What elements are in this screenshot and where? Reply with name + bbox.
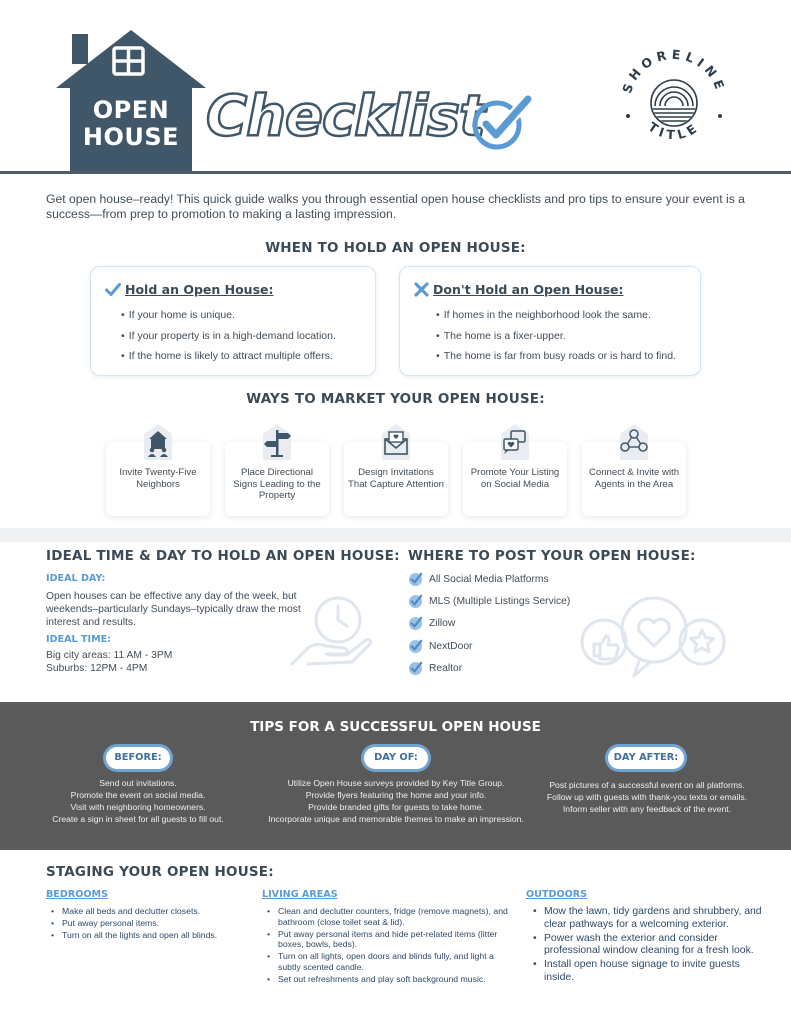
- tip-line: Create a sign in sheet for all guests to fill out.: [52, 814, 224, 824]
- network-icon: [614, 422, 654, 462]
- tip-line: Provide branded gifts for guests to take home.: [308, 802, 484, 812]
- post-item-label: All Social Media Platforms: [429, 574, 549, 585]
- tips-section: [0, 702, 791, 850]
- check-badge-icon: [408, 594, 423, 609]
- ideal-time-line: Big city areas: 11 AM - 3PM: [46, 650, 173, 661]
- market-card-social: [463, 442, 567, 516]
- check-badge-icon: [408, 572, 423, 587]
- tip-line: Visit with neighboring homeowners.: [70, 802, 206, 812]
- list-item: • Power wash the exterior and consider professional window cleaning for a fresh look.: [532, 933, 768, 959]
- list-item: • The home is a fixer-upper.: [436, 330, 676, 351]
- list-item: • Mow the lawn, tidy gardens and shrubbery, and clear pathways for a welcoming exterior.: [532, 906, 768, 932]
- tip-line: Promote the event on social media.: [70, 790, 206, 800]
- tip-line: Provide flyers featuring the home and your info.: [305, 790, 487, 800]
- clock-hand-icon: [286, 592, 376, 672]
- list-item: • Turn on all the lights and open all blinds.: [50, 930, 250, 941]
- staging-heading: STAGING YOUR OPEN HOUSE:: [46, 864, 274, 880]
- list-item: • Turn on all lights, open doors and blinds fully, and light a subtly scented candle.: [266, 951, 510, 973]
- post-item-label: Realtor: [429, 663, 463, 674]
- svg-text:TITLE: [646, 119, 703, 142]
- post-item-label: NextDoor: [429, 641, 473, 652]
- check-badge-icon: [408, 616, 423, 631]
- list-item: • If your property is in a high-demand location.: [121, 330, 336, 351]
- ideal-day-text: Open houses can be effective any day of the week, but weekends–particularly Sundays–typically draw the most interest and results.: [46, 591, 301, 628]
- tip-line: Inform seller with any feedback of the event.: [562, 804, 732, 814]
- envelope-icon: [376, 422, 416, 462]
- logo-text-bottom: TITLE: [645, 118, 703, 143]
- post-item: [408, 661, 462, 676]
- svg-text:SHORELINE: [619, 47, 729, 96]
- market-label: Promote Your Listing on Social Media: [470, 467, 560, 490]
- list-item: • Make all beds and declutter closets.: [50, 906, 250, 917]
- tips-heading: TIPS FOR A SUCCESSFUL OPEN HOUSE: [250, 719, 541, 735]
- bedrooms-list: [50, 906, 250, 941]
- tip-line: Send out invitations.: [99, 778, 177, 788]
- tip-line: Follow up with guests with thank-you texts or emails.: [546, 792, 748, 802]
- list-item: • Put away personal items and hide pet-related items (litter boxes, bowls, beds).: [266, 929, 510, 951]
- section-divider-band: [0, 528, 791, 542]
- market-card-signs: [225, 442, 329, 516]
- logo-text-top: SHORELINE: [619, 46, 729, 96]
- social-reactions-icon: [580, 594, 730, 686]
- market-heading: WAYS TO MARKET YOUR OPEN HOUSE:: [246, 391, 545, 407]
- list-item: • The home is far from busy roads or is hard to find.: [436, 350, 676, 371]
- market-label: Connect & Invite with Agents in the Area: [588, 467, 680, 490]
- market-card-agents: [582, 442, 686, 516]
- market-label: Design Invitations That Capture Attention: [348, 467, 444, 490]
- header-divider: [0, 171, 791, 174]
- check-icon: [105, 283, 121, 297]
- hold-card-title: Hold an Open House:: [125, 282, 274, 297]
- list-item: • Put away personal items.: [50, 918, 250, 929]
- dont-hold-card-title: Don't Hold an Open House:: [433, 282, 624, 297]
- day-of-pill: DAY OF:: [364, 747, 428, 769]
- day-after-column: [530, 779, 764, 815]
- bedrooms-heading: BEDROOMS: [46, 889, 108, 900]
- ideal-heading: IDEAL TIME & DAY TO HOLD AN OPEN HOUSE:: [46, 548, 400, 564]
- ideal-time-line: Suburbs: 12PM - 4PM: [46, 663, 148, 674]
- page-title: Checklist: [206, 84, 485, 149]
- before-pill: BEFORE:: [106, 747, 170, 769]
- signpost-icon: [257, 422, 297, 462]
- dont-hold-card: [399, 266, 701, 376]
- post-item: [408, 594, 570, 609]
- post-item: [408, 572, 549, 587]
- hold-list: [121, 309, 336, 371]
- neighborhood-icon: [138, 422, 178, 462]
- list-item: • If homes in the neighborhood look the same.: [436, 309, 676, 330]
- market-label: Place Directional Signs Leading to the Property: [233, 467, 321, 501]
- tip-line: Post pictures of a successful event on all platforms.: [549, 780, 745, 790]
- open-house-badge: [56, 30, 206, 172]
- title-checkmark-icon: [470, 93, 534, 153]
- post-item-label: Zillow: [429, 618, 456, 629]
- intro-paragraph: Get open house–ready! This quick guide walks you through essential open house checklists and pro tips to ensure your event is a success—from prep to promotion to making a lasting impression.: [46, 192, 745, 221]
- shoreline-title-logo: [613, 42, 735, 164]
- day-after-pill: DAY AFTER:: [608, 747, 684, 769]
- post-item: [408, 639, 473, 654]
- day-of-column: [250, 777, 542, 825]
- outdoors-list: [532, 906, 768, 986]
- market-card-invitations: [344, 442, 448, 516]
- post-item-label: MLS (Multiple Listings Service): [429, 596, 571, 607]
- ideal-day-label: IDEAL DAY:: [46, 573, 106, 584]
- where-heading: WHERE TO POST YOUR OPEN HOUSE:: [408, 548, 696, 564]
- post-item: [408, 616, 455, 631]
- list-item: • Install open house signage to invite guests inside.: [532, 959, 768, 985]
- list-item: • If your home is unique.: [121, 309, 336, 330]
- tip-line: Incorporate unique and memorable themes to make an impression.: [268, 814, 524, 824]
- outdoors-heading: OUTDOORS: [526, 889, 588, 900]
- tip-line: Utilize Open House surveys provided by Key Title Group.: [287, 778, 505, 788]
- living-areas-heading: LIVING AREAS: [262, 889, 338, 900]
- list-item: • Set out refreshments and play soft background music.: [266, 974, 510, 985]
- hold-card: [90, 266, 376, 376]
- when-heading: WHEN TO HOLD AN OPEN HOUSE:: [265, 240, 526, 256]
- check-badge-icon: [408, 661, 423, 676]
- market-label: Invite Twenty-Five Neighbors: [119, 467, 197, 490]
- check-badge-icon: [408, 639, 423, 654]
- market-card-neighbors: [106, 442, 210, 516]
- list-item: • Clean and declutter counters, fridge (remove magnets), and bathroom (close toilet seat & lid).: [266, 906, 510, 928]
- social-media-icon: [495, 422, 535, 462]
- badge-line-house: HOUSE: [82, 123, 180, 151]
- badge-line-open: OPEN: [92, 96, 170, 124]
- ideal-time-label: IDEAL TIME:: [46, 634, 112, 645]
- list-item: • If the home is likely to attract multiple offers.: [121, 350, 336, 371]
- x-icon: [414, 282, 429, 297]
- dont-hold-list: [436, 309, 676, 371]
- living-areas-list: [266, 906, 510, 986]
- before-column: [28, 777, 248, 825]
